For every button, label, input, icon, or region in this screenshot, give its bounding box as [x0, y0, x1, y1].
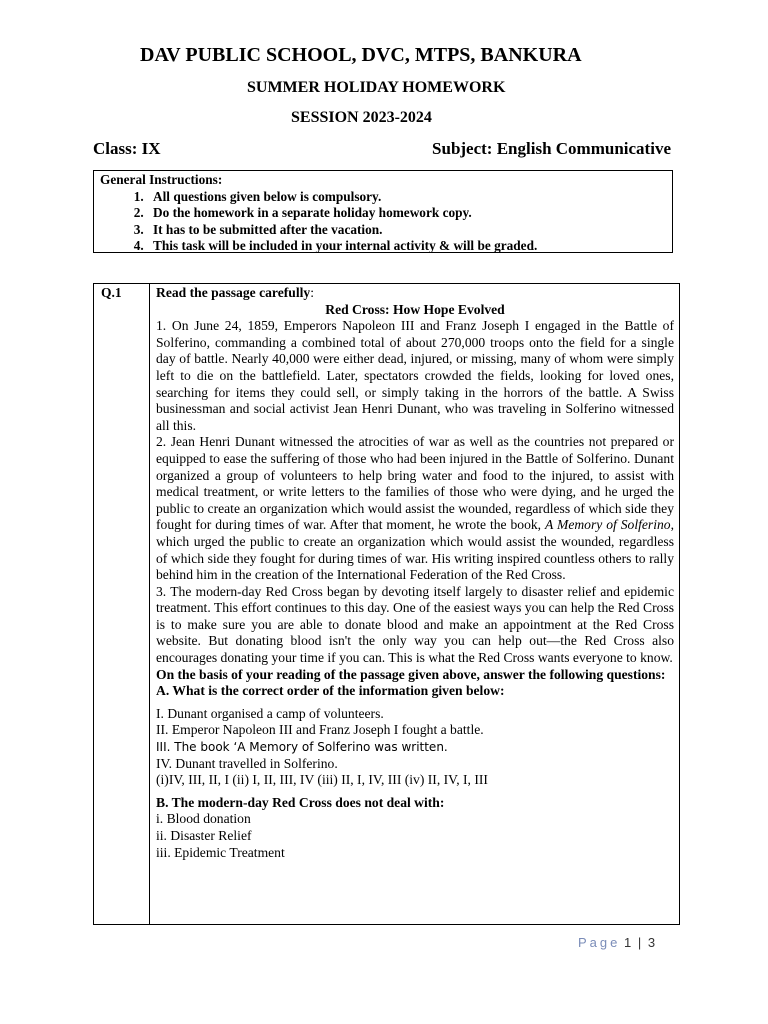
- question-intro: Read the passage carefully:: [156, 285, 314, 300]
- page-separator: |: [637, 935, 642, 950]
- passage-paragraph-2: 2. Jean Henri Dunant witnessed the atrocities of war as well as the countries not prepared or equipped to ease the suffering of those who had been injured in the Battle of Solferino. Dunant organized a group of volunteers to help bring water and food to the injured, to assist with medical treatment, or write letters to the families of those who were dying, and he urged the public to create an organization which would assist the wounded, regardless of which side they fought for during times of war. After that moment, he wrote the book, A Memory of Solferino, which urged the public to create an organization which would assist the wounded, regardless of which side they fought for during times of war. His writing inspired countless others to rally behind him in the creation of the International Federation of the Red Cross.: [156, 434, 674, 583]
- option-item: iii. Epidemic Treatment: [156, 844, 285, 860]
- instructions-list: [100, 189, 672, 255]
- instruction-item: 2. Do the homework in a separate holiday homework copy.: [147, 205, 672, 222]
- instructions-title: General Instructions:: [100, 172, 223, 187]
- question-table: [93, 283, 680, 925]
- homework-title: SUMMER HOLIDAY HOMEWORK: [247, 79, 506, 96]
- school-name: DAV PUBLIC SCHOOL, DVC, MTPS, BANKURA: [140, 44, 582, 66]
- book-title: A Memory of Solferino: [545, 517, 671, 533]
- question-a-options: (i)IV, III, II, I (ii) I, II, III, IV (iii) II, I, IV, III (iv) II, IV, I, III: [156, 772, 488, 788]
- instruction-item: 4. This task will be included in your internal activity & will be graded.: [147, 238, 672, 255]
- statement-item: IV. Dunant travelled in Solferino.: [156, 755, 338, 771]
- question-number: Q.1: [94, 284, 150, 924]
- page-number: 1: [624, 935, 632, 950]
- class-label: Class: IX: [93, 139, 161, 158]
- statement-item: III. The book ‘A Memory of Solferino was written.: [156, 740, 448, 755]
- class-subject-line: [93, 139, 675, 159]
- statement-item: I. Dunant organised a camp of volunteers.: [156, 705, 384, 721]
- answer-instruction: On the basis of your reading of the passage given above, answer the following questions:: [156, 666, 666, 682]
- option-item: i. Blood donation: [156, 811, 251, 827]
- subject-label: Subject: English Communicative: [432, 139, 671, 158]
- page-word: Page: [578, 935, 621, 950]
- passage-paragraph-3: 3. The modern-day Red Cross began by devoting itself largely to disaster relief and epidemic treatment. This effort continues to this day. One of the easiest ways you can help the Red Cross is to make sure you are able to donate blood and make an appointment at the Red Cross website. But donating blood isn't the only way you can help out—the Red Cross also encourages donating your time if you can. This is what the Red Cross wants everyone to know.: [156, 583, 674, 666]
- passage-paragraph-1: 1. On June 24, 1859, Emperors Napoleon III and Franz Joseph I engaged in the Battle of Solferino, commanding a combined total of about 270,000 troops onto the field for a single day of battle. Nearly 40,000 were either dead, injured, or missing, many of whom were simply left to die on the battlefield. Later, spectators crowded the fields, looking for loved ones, searching for items they could sell, or simply taking in the horrors of the battle. A Swiss businessman and social activist Jean Henri Dunant, who was traveling in Solferino witnessed all this.: [156, 318, 674, 433]
- page-footer: [578, 935, 655, 950]
- question-content: [156, 285, 674, 861]
- general-instructions-box: [93, 170, 673, 253]
- instruction-item: 3. It has to be submitted after the vacation.: [147, 222, 672, 239]
- question-b-prompt: B. The modern-day Red Cross does not deal with:: [156, 794, 445, 810]
- option-item: ii. Disaster Relief: [156, 828, 252, 843]
- instruction-item: 1. All questions given below is compulsory.: [147, 189, 672, 206]
- passage-title: Red Cross: How Hope Evolved: [325, 301, 505, 317]
- intro-text: Read the passage carefully: [156, 285, 311, 300]
- statement-item: II. Emperor Napoleon III and Franz Joseph I fought a battle.: [156, 722, 484, 738]
- session-label: SESSION 2023-2024: [291, 109, 432, 126]
- page-total: 3: [647, 935, 656, 950]
- question-a-prompt: A. What is the correct order of the information given below:: [156, 683, 505, 699]
